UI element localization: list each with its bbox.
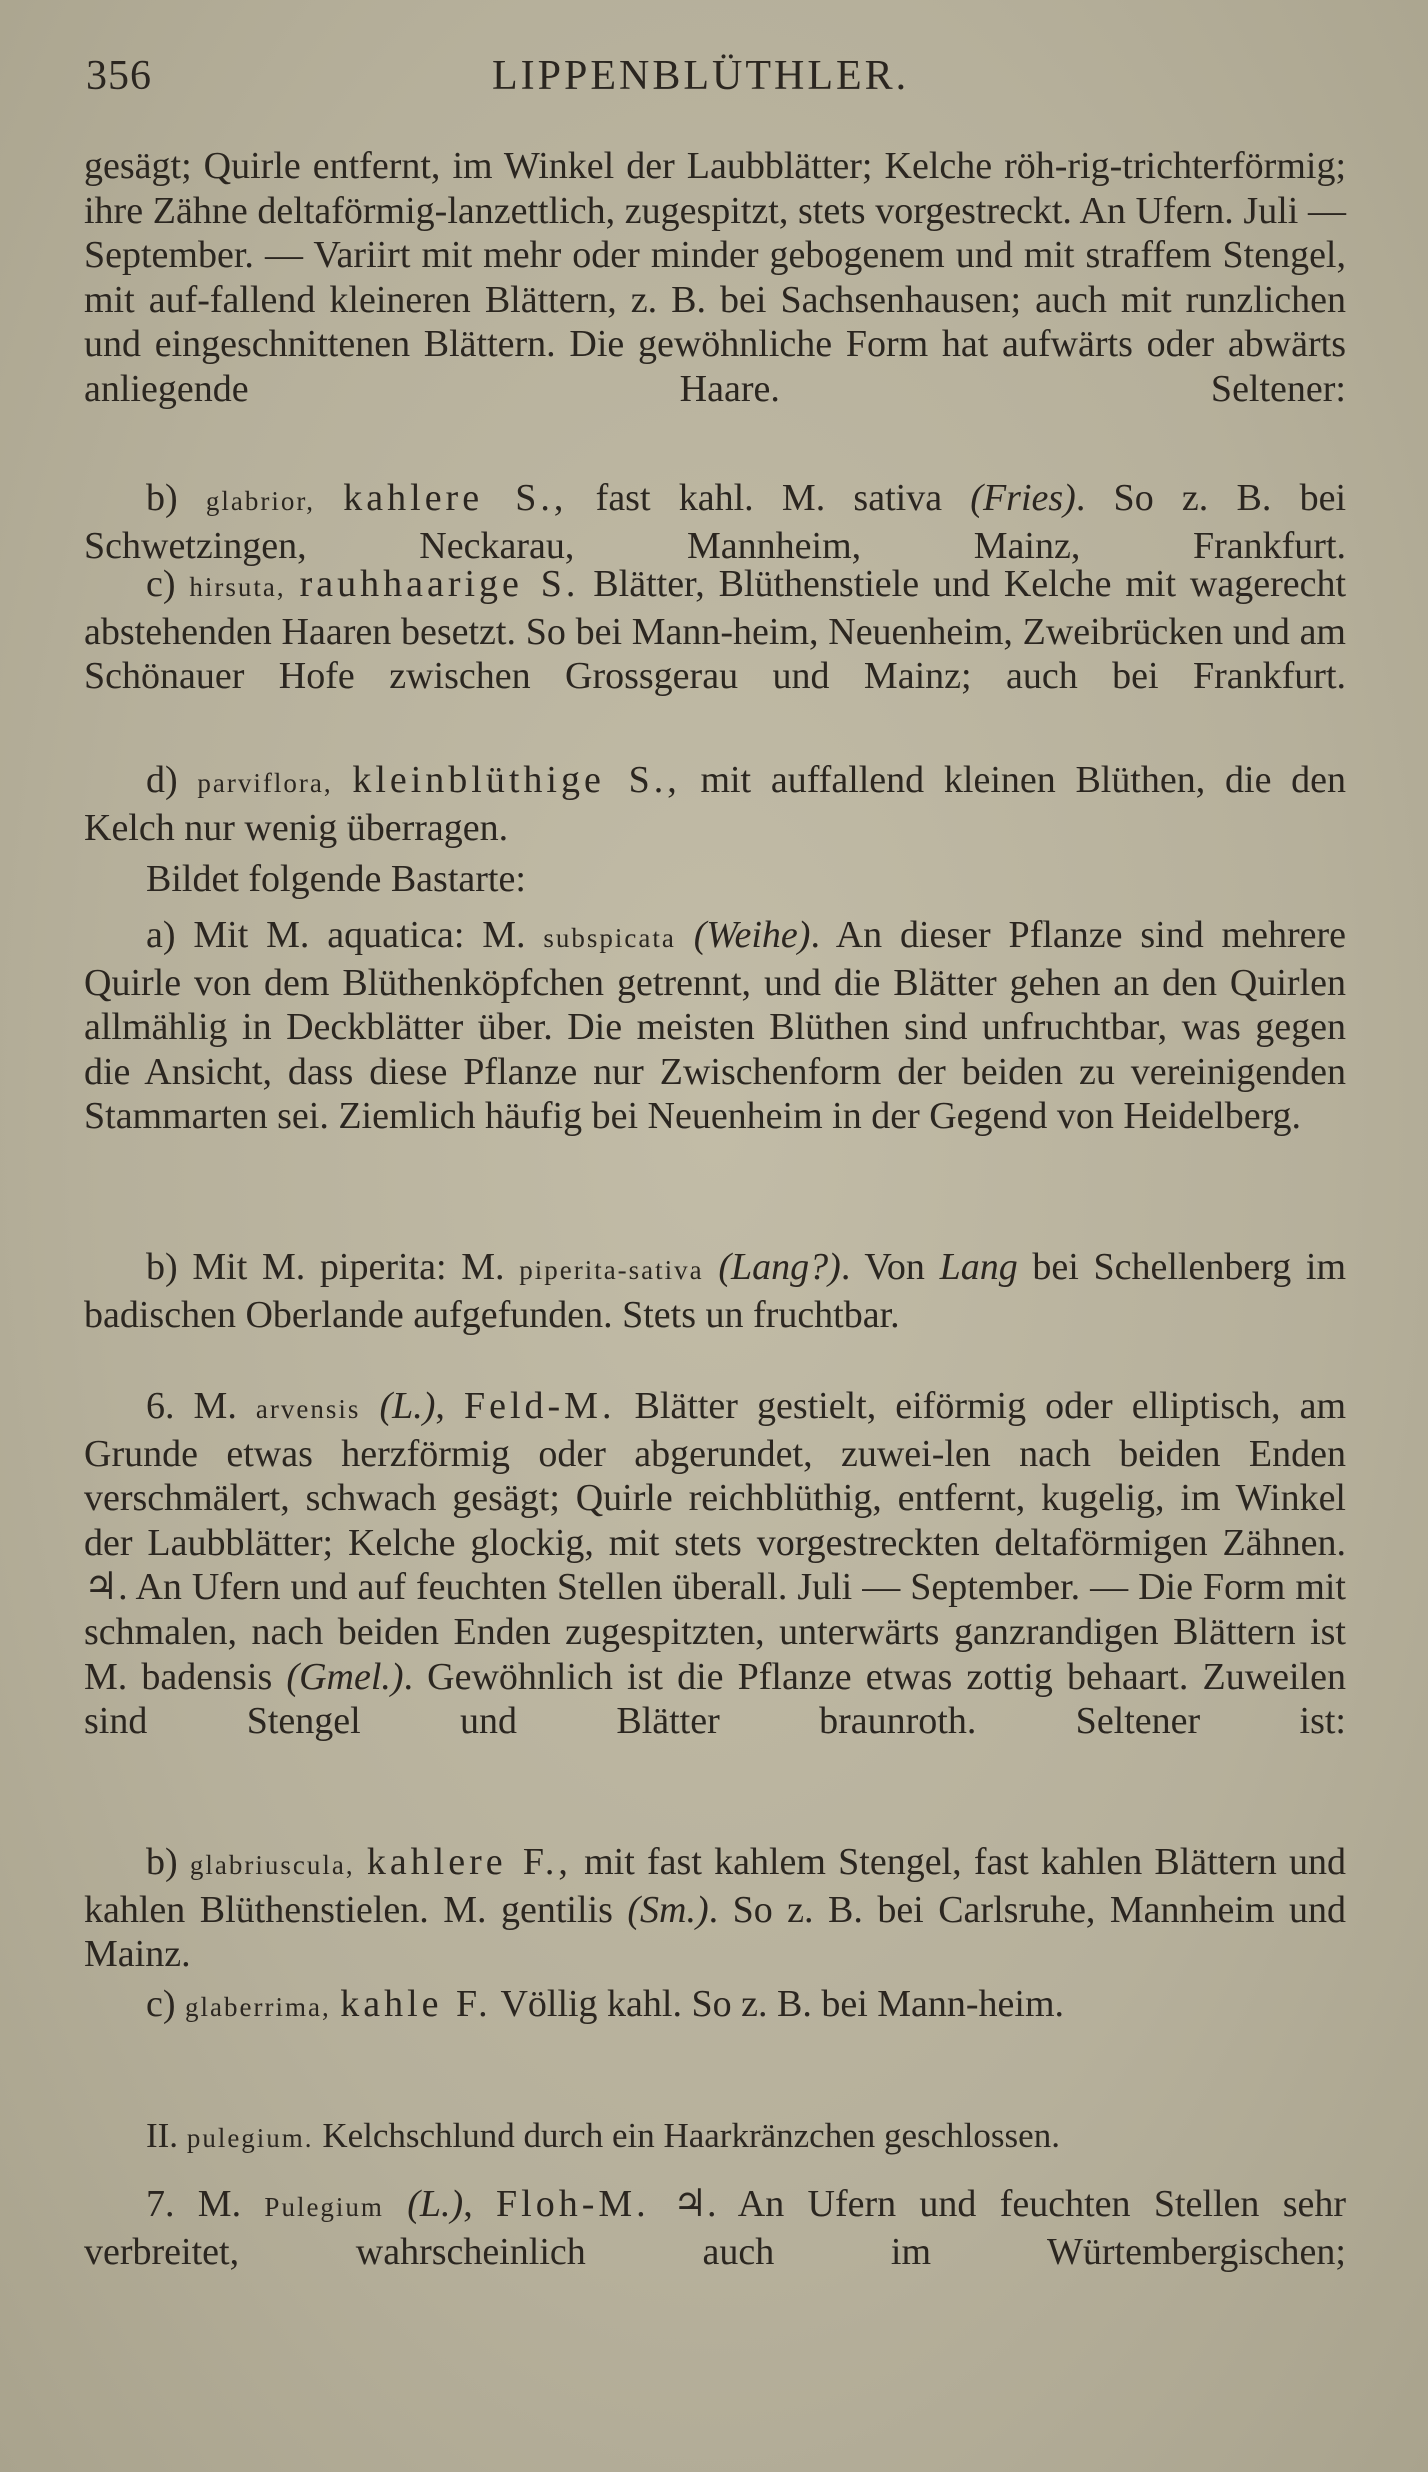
variety-text: . So z. B. bei Schwetzingen, Neckarau, Mannheim, Mainz, Frankfurt.	[84, 477, 1347, 567]
bastard-a-subspicata	[84, 913, 1346, 1139]
variety-b-glabrior	[84, 476, 1346, 568]
variety-text: Völlig kahl. So z. B. bei Mann-heim.	[491, 1983, 1065, 2025]
variety-name: hirsuta,	[189, 572, 286, 602]
page-header	[80, 52, 1370, 102]
running-head: LIPPENBLÜTHLER.	[492, 53, 910, 99]
bastard-lead: b) Mit M. piperita: M.	[146, 1246, 520, 1288]
section-numeral: II.	[146, 2116, 179, 2155]
bastard-name: piperita-sativa	[519, 1255, 704, 1285]
author-citation: (Sm.)	[627, 1888, 709, 1931]
variety-marker: c)	[146, 563, 176, 605]
variety-b-glabriuscula	[84, 1840, 1346, 1977]
section-name: pulegium.	[186, 2123, 314, 2153]
common-name: Floh-M.	[496, 2183, 650, 2225]
variety-text: Blätter, Blüthenstiele und Kelche mit wagerecht abstehenden Haaren besetzt. So bei Mann-heim, Neuenheim, Zweibrücken und am Schönauer Hofe zwischen Grossgerau und Mainz; auch bei Frankfurt.	[84, 563, 1347, 698]
variety-marker: b)	[146, 477, 178, 519]
bastarde-intro: Bildet folgende Bastarte:	[146, 858, 526, 900]
author-citation: (Gmel.)	[286, 1655, 404, 1698]
species-lead: 6. M.	[146, 1385, 256, 1427]
page-number: 356	[86, 53, 152, 99]
common-name: kahle F.	[340, 1983, 492, 2025]
variety-marker: b)	[146, 1841, 178, 1883]
bastard-text: . An dieser Pflanze sind mehrere Quirle von dem Blüthenköpfchen getrennt, und die Blätter gehen an den Quirlen allmählig in Deckblätter über. Die meisten Blüthen sind unfruchtbar, was gegen die Ansicht, dass diese Pflanze nur Zwischenform der beiden zu vereinigenden Stammarten sei. Ziemlich häufig bei Neuenheim in der Gegend von Heidelberg.	[84, 914, 1346, 1138]
variety-marker: c)	[146, 1983, 176, 2025]
species-arvensis: 6. M. arvensis (L.), Feld-M. Blätter gestielt, eiförmig oder elliptisch, am Grunde etwas herzförmig oder abgerundet, zuwei-len nach beiden Enden verschmälert, schwach gesägt; Quirle reichblüthig, entfernt, kugelig, im Winkel der Laubblätter; Kelche glockig, mit stets vorgestreckten deltaförmigen Zähnen. ♃. An Ufern und auf feuchten Stellen überall. Juli — September. — Die Form mit schmalen, nach beiden Enden zugespitzten, unterwärts ganzrandigen Blättern ist M. badensis (Gmel.). Gewöhnlich ist die Pflanze etwas zottig behaart. Zuweilen sind Stengel und Blätter braunroth. Seltener ist:	[84, 1385, 1347, 1743]
variety-text: mit auffallend kleinen Blüthen, die den Kelch nur wenig überragen.	[84, 759, 1347, 849]
variety-name: glaberrima,	[185, 1992, 331, 2022]
common-name: kahlere F.,	[366, 1841, 572, 1883]
section-heading-pulegium	[84, 2114, 1346, 2161]
common-name: kleinblüthige S.,	[352, 759, 681, 801]
bastard-lead: a) Mit M. aquatica: M.	[146, 914, 544, 956]
variety-text: mit fast kahlem Stengel, fast kahlen Blättern und kahlen Blüthenstielen. M. gentilis	[84, 1841, 1347, 1931]
species-lead: 7. M.	[146, 2183, 265, 2225]
author-citation: Lang	[939, 1246, 1018, 1288]
variety-c-hirsuta	[84, 562, 1346, 699]
variety-c-glaberrima	[84, 1982, 1346, 2030]
author-citation: (Fries)	[970, 477, 1076, 519]
species-text: . Gewöhnlich ist die Pflanze etwas zottig behaart. Zuweilen sind Stengel und Blätter braunroth. Seltener ist:	[84, 1655, 1346, 1743]
variety-d-parviflora	[84, 758, 1346, 850]
species-name: Pulegium	[264, 2192, 384, 2222]
species-pulegium: 7. M. Pulegium (L.), Floh-M. ♃. An Ufern und feuchten Stellen sehr verbreitet, wahrscheinlich auch im Würtembergischen;	[84, 2183, 1347, 2273]
common-name: rauhhaarige S.	[299, 563, 580, 605]
variety-name: parviflora,	[197, 768, 333, 798]
author-citation: (Lang?)	[718, 1246, 841, 1288]
common-name: kahlere S.,	[343, 477, 568, 519]
section-text: Kelchschlund durch ein Haarkränzchen geschlossen.	[313, 2116, 1060, 2155]
bastard-b-piperita-sativa	[84, 1245, 1346, 1337]
common-name: Feld-M.	[463, 1385, 616, 1427]
bastard-text: . Von	[840, 1246, 940, 1288]
paragraph-sativa-continued: gesägt; Quirle entfernt, im Winkel der Laubblätter; Kelche röh-rig-trichterförmig; ihre Zähne deltaförmig-lanzettlich, zugespitzt, stets vorgestreckt. An Ufern. Juli — September. — Variirt mit mehr oder minder gebogenem und mit straffem Stengel, mit auf-fallend kleineren Blättern, z. B. bei Sachsenhausen; auch mit runzlichen und eingeschnittenen Blättern. Die gewöhnliche Form hat aufwärts oder abwärts anliegende Haare. Seltener:	[84, 145, 1346, 410]
author-citation: (L.)	[379, 1385, 436, 1427]
species-name: arvensis	[255, 1394, 361, 1424]
bastard-name: subspicata	[543, 923, 676, 953]
author-citation: (Weihe)	[693, 914, 811, 956]
variety-name: glabrior,	[205, 486, 316, 516]
variety-marker: d)	[146, 759, 178, 801]
variety-name: glabriuscula,	[189, 1850, 355, 1880]
variety-text: fast kahl. M. sativa	[567, 477, 971, 519]
species-text: Blätter gestielt, eiförmig oder elliptisch, am Grunde etwas herzförmig oder abgerundet, zuwei-len nach beiden Enden verschmälert, schwach gesägt; Quirle reichblüthig, entfernt, kugelig, im Winkel der Laubblätter; Kelche glockig, mit stets vorgestreckten deltaförmigen Zähnen. ♃. An Ufern und auf feuchten Stellen überall. Juli — September. — Die Form mit schmalen, nach beiden Enden zugespitzten, unterwärts ganzrandigen Blättern ist M. badensis	[84, 1385, 1347, 1698]
author-citation: (L.)	[407, 2183, 464, 2225]
species-text: ♃. An Ufern und feuchten Stellen sehr verbreitet, wahrscheinlich auch im Würtembergischen;	[84, 2183, 1347, 2273]
variety-text: . So z. B. bei Carlsruhe, Mannheim und Mainz.	[84, 1888, 1346, 1976]
bastard-text: bei Schellenberg im badischen Oberlande aufgefunden. Stets un fruchtbar.	[84, 1246, 1346, 1336]
